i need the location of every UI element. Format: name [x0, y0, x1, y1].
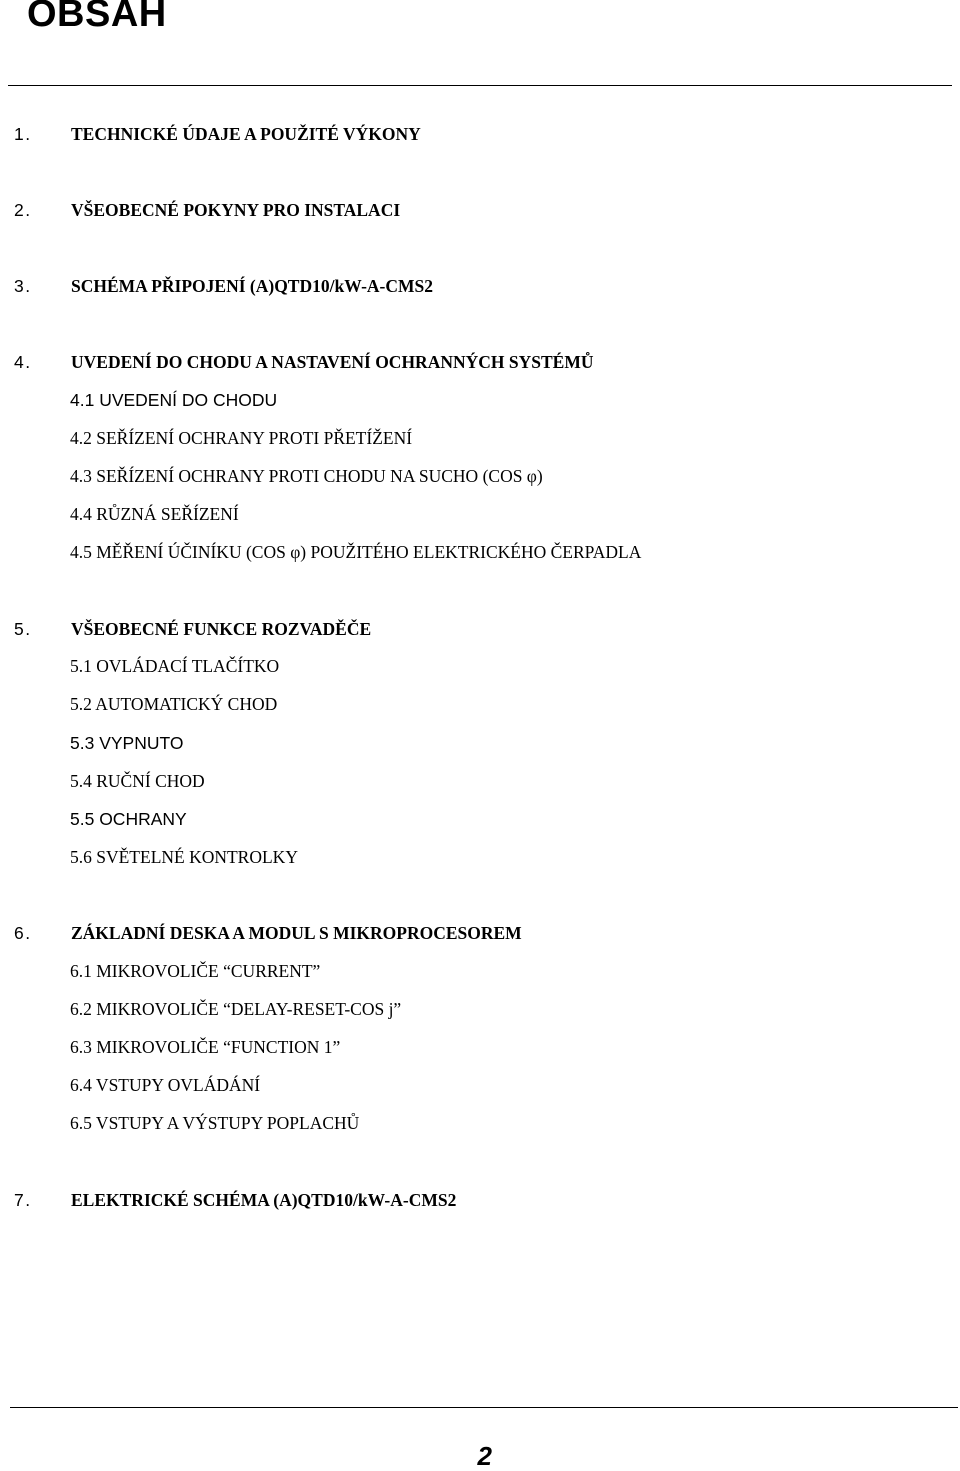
bottom-divider: [10, 1407, 958, 1408]
subsection-title: 5.6 SVĚTELNÉ KONTROLKY: [70, 847, 298, 867]
subsection-title: 6.5 VSTUPY A VÝSTUPY POPLACHŮ: [70, 1113, 360, 1133]
subsection-title: 5.4 RUČNÍ CHOD: [70, 771, 205, 791]
subsection-title: 5.1 OVLÁDACÍ TLAČÍTKO: [70, 656, 280, 676]
subsection-title: 6.2 MIKROVOLIČE “DELAY-RESET-COS j”: [70, 999, 402, 1019]
subsection-title: 4.5 MĚŘENÍ ÚČINÍKU (COS φ) POUŽITÉHO ELEKTRICKÉHO ČERPADLA: [70, 542, 642, 562]
section-title: UVEDENÍ DO CHODU A NASTAVENÍ OCHRANNÝCH SYSTÉMŮ: [71, 352, 594, 372]
subsection-title: 5.5 OCHRANY: [70, 809, 187, 829]
section-number: 1.: [14, 124, 32, 144]
section-number: 5.: [14, 619, 32, 639]
section-title: SCHÉMA PŘIPOJENÍ (A)QTD10/kW-A-CMS2: [71, 276, 433, 296]
page-number: 2: [477, 1441, 492, 1471]
section-number: 7.: [14, 1190, 32, 1210]
subsection-title: 4.2 SEŘÍZENÍ OCHRANY PROTI PŘETÍŽENÍ: [70, 428, 413, 448]
section-number: 6.: [14, 923, 32, 943]
section-title: VŠEOBECNÉ FUNKCE ROZVADĚČE: [71, 619, 372, 639]
subsection-title: 6.1 MIKROVOLIČE “CURRENT”: [70, 961, 321, 981]
section-title: VŠEOBECNÉ POKYNY PRO INSTALACI: [71, 200, 401, 220]
section-number: 3.: [14, 276, 32, 296]
subsection-title: 4.4 RŮZNÁ SEŘÍZENÍ: [70, 504, 239, 524]
subsection-title: 4.1 UVEDENÍ DO CHODU: [70, 390, 278, 410]
page-title: OBSAH: [27, 0, 167, 35]
subsection-title: 5.3 VYPNUTO: [70, 733, 184, 753]
subsection-title: 6.3 MIKROVOLIČE “FUNCTION 1”: [70, 1037, 341, 1057]
subsection-title: 5.2 AUTOMATICKÝ CHOD: [70, 694, 278, 714]
section-number: 2.: [14, 200, 32, 220]
section-title: ZÁKLADNÍ DESKA A MODUL S MIKROPROCESOREM: [71, 923, 522, 943]
section-title: ELEKTRICKÉ SCHÉMA (A)QTD10/kW-A-CMS2: [71, 1190, 457, 1210]
section-number: 4.: [14, 352, 32, 372]
section-title: TECHNICKÉ ÚDAJE A POUŽITÉ VÝKONY: [71, 124, 421, 144]
subsection-title: 6.4 VSTUPY OVLÁDÁNÍ: [70, 1075, 261, 1095]
subsection-title: 4.3 SEŘÍZENÍ OCHRANY PROTI CHODU NA SUCHO (COS φ): [70, 466, 543, 486]
